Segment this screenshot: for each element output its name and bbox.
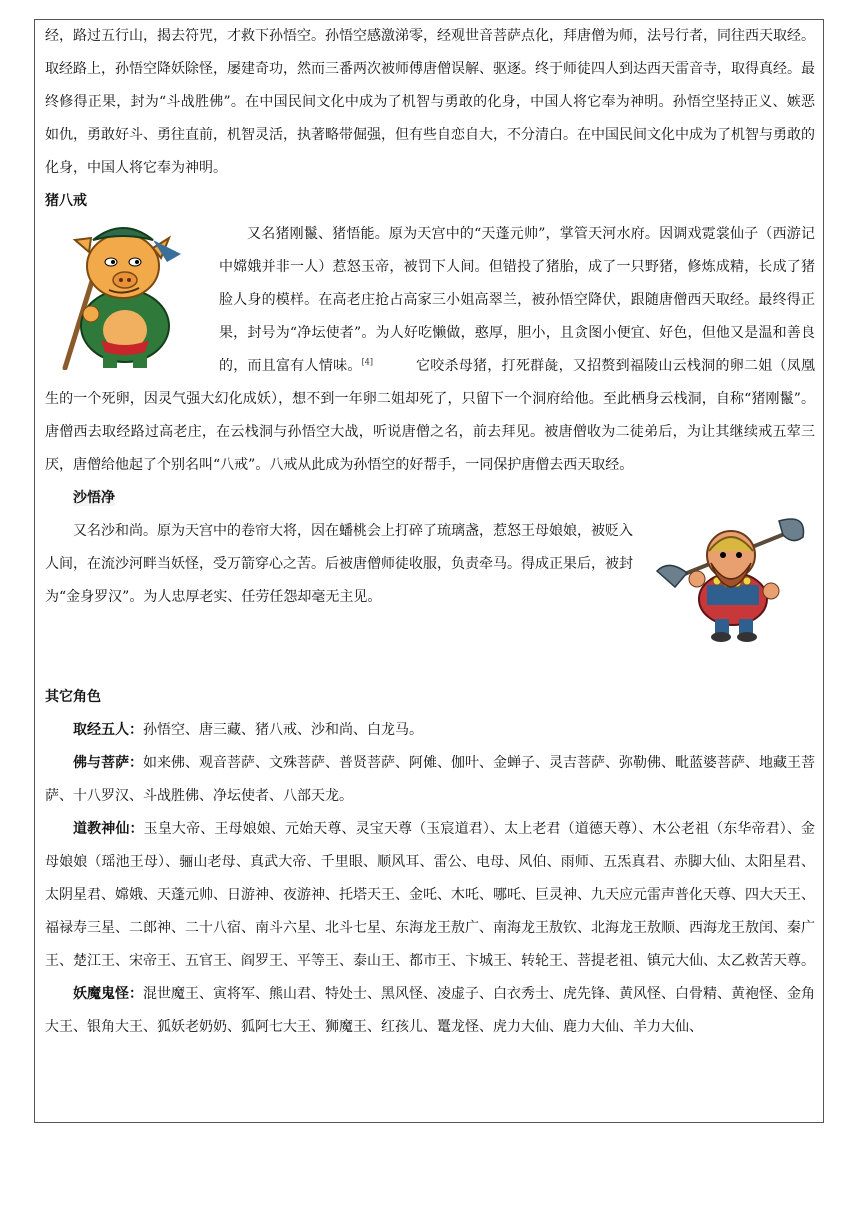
list-item: [45, 813, 815, 978]
item-text: 孙悟空、唐三藏、猪八戒、沙和尚、白龙马。: [143, 722, 423, 738]
other-characters-heading: 其它角色: [45, 689, 101, 705]
document-content: [45, 20, 815, 1044]
shawujing-heading-label: 沙悟净: [73, 490, 115, 506]
zhubajie-heading: 猪八戒: [45, 193, 87, 209]
citation-ref[interactable]: [4]: [361, 357, 373, 367]
section-spacer: [45, 643, 815, 681]
shawujing-heading: [73, 482, 815, 515]
list-item: [45, 978, 815, 1044]
zhubajie-illustration: [45, 218, 195, 370]
item-text: 如来佛、观音菩萨、文殊菩萨、普贤菩萨、阿傩、伽叶、金蝉子、灵吉菩萨、弥勒佛、毗蓝婆菩萨、地藏王菩萨、十八罗汉、斗战胜佛、净坛使者、八部天龙。: [45, 755, 815, 804]
list-item: [45, 747, 815, 813]
shawujing-illustration: [647, 515, 815, 643]
item-text: 玉皇大帝、王母娘娘、元始天尊、灵宝天尊（玉宸道君）、太上老君（道德天尊）、木公老祖（东华帝君）、金母娘娘（瑶池王母）、骊山老母、真武大帝、千里眼、顺风耳、雷公、电母、风伯、雨师、五炁真君、赤脚大仙、太阳星君、太阴星君、嫦娥、天蓬元帅、日游神、夜游神、托塔天王、金吒、木吒、哪吒、巨灵神、九天应元雷声普化天尊、四大天王、福禄寿三星、二郎神、二十八宿、南斗六星、北斗七星、东海龙王敖广、南海龙王敖钦、北海龙王敖顺、西海龙王敖闰、秦广王、楚江王、宋帝王、五官王、阎罗王、平等王、泰山王、都市王、卞城王、转轮王、菩提老祖、镇元大仙、太乙救苦天尊。: [45, 821, 816, 969]
item-label: 道教神仙：: [73, 821, 144, 837]
shawujing-description: 又名沙和尚。原为天宫中的卷帘大将，因在蟠桃会上打碎了琉璃盏，惹怒王母娘娘，被贬入人间，在流沙河畔当妖怪，受万箭穿心之苦。后被唐僧师徒收服，负责牵马。得成正果后，被封为“金身罗汉”。为人忠厚老实、任劳任怨却毫无主见。: [45, 523, 633, 605]
item-label: 取经五人：: [73, 722, 143, 738]
zhubajie-section: [45, 218, 815, 482]
shawujing-section: [45, 515, 815, 614]
zhubajie-text-part2: 它咬杀母猪，打死群彘，又招赘到福陵山云栈洞的卵二姐（凤凰生的一个死卵，因灵气强大幻化成妖），想不到一年卵二姐却死了，只留下一个洞府给他。至此栖身云栈洞，自称“猪刚鬣”。唐僧西去取经路过高老庄，在云栈洞与孙悟空大战，听说唐僧之名，前去拜见。被唐僧收为二徒弟后，为让其继续戒五荤三厌，唐僧给他起了个别名叫“八戒”。八戒从此成为孙悟空的好帮手，一同保护唐僧去西天取经。: [45, 358, 816, 473]
document-frame: [34, 19, 824, 1123]
item-label: 妖魔鬼怪：: [73, 986, 143, 1002]
zhubajie-text-part1: 又名猪刚鬣、猪悟能。原为天宫中的“天蓬元帅”，掌管天河水府。因调戏霓裳仙子（西游记中嫦娥并非一人）惹怒玉帝，被罚下人间。但错投了猪胎，成了一只野猪，修炼成精，长成了猪脸人身的模样。在高老庄抢占高家三小姐高翠兰，被孙悟空降伏，跟随唐僧西天取经。最终得正果，封号为“净坛使者”。为人好吃懒做，憨厚，胆小，且贪图小便宜、好色，但他又是温和善良的，而且富有人情味。: [219, 226, 815, 374]
item-text: 混世魔王、寅将军、熊山君、特处士、黑风怪、凌虚子、白衣秀士、虎先锋、黄风怪、白骨精、黄袍怪、金角大王、银角大王、狐妖老奶奶、狐阿七大王、狮魔王、红孩儿、鼍龙怪、虎力大仙、鹿力大仙、羊力大仙、: [45, 986, 815, 1035]
item-label: 佛与菩萨：: [73, 755, 143, 771]
list-item: [45, 714, 815, 747]
sunwukong-continuation: 经，路过五行山，揭去符咒，才救下孙悟空。孙悟空感激涕零，经观世音菩萨点化，拜唐僧为师，法号行者，同往西天取经。取经路上，孙悟空降妖除怪，屡建奇功，然而三番两次被师傅唐僧误解、驱逐。终于师徒四人到达西天雷音寺，取得真经。最终修得正果，封为“斗战胜佛”。在中国民间文化中成为了机智与勇敢的化身，中国人将它奉为神明。孙悟空坚持正义、嫉恶如仇，勇敢好斗、勇往直前，机智灵活，执著略带倔强，但有些自恋自大，不分清白。在中国民间文化中成为了机智与勇敢的化身，中国人将它奉为神明。: [45, 28, 815, 176]
